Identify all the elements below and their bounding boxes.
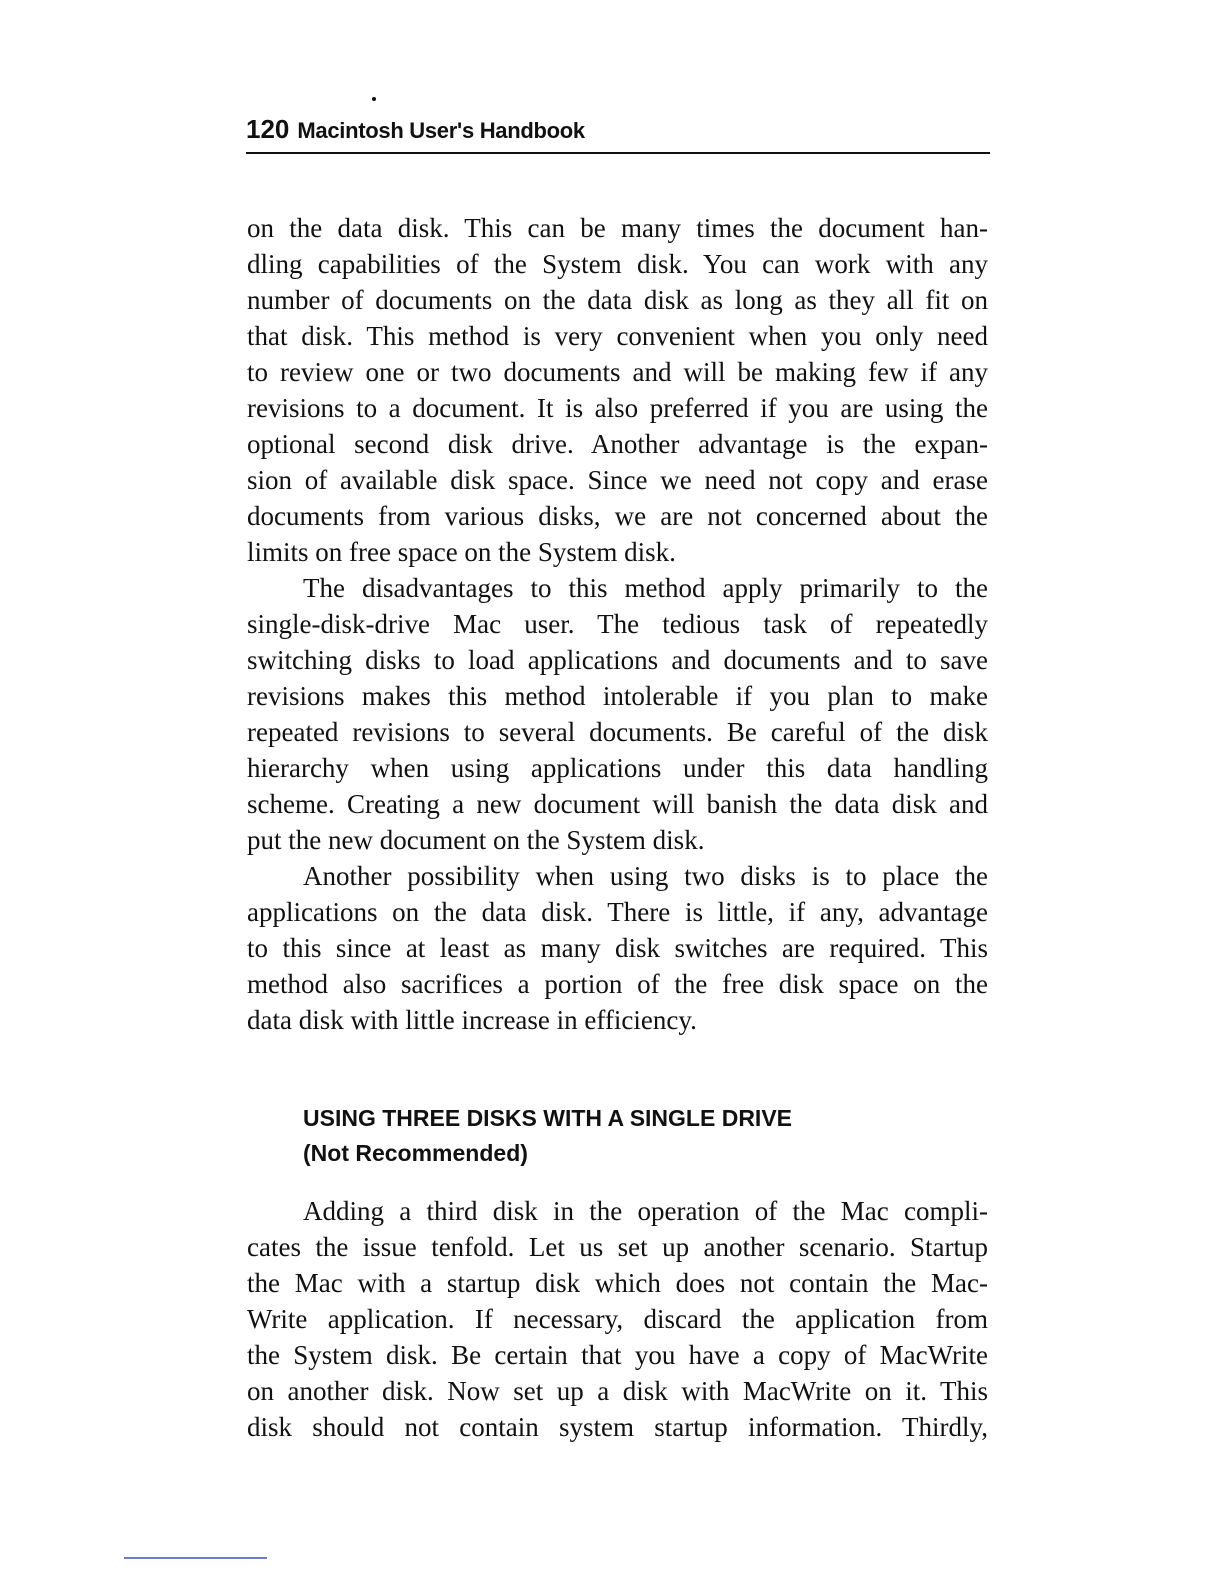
text-line: switching disks to load applications and documents and to save	[247, 645, 988, 675]
book-title: Macintosh User's Handbook	[297, 118, 585, 143]
text-line: to this since at least as many disk switches are required. This	[247, 933, 988, 963]
text-line: that disk. This method is very convenient when you only need	[247, 321, 988, 351]
text-line: on the data disk. This can be many times the document han-	[247, 213, 988, 243]
text-line: scheme. Creating a new document will banish the data disk and	[247, 789, 988, 819]
text-line: number of documents on the data disk as long as they all fit on	[247, 285, 988, 315]
section-heading	[303, 1101, 943, 1171]
text-line: Adding a third disk in the operation of the Mac compli-	[303, 1196, 988, 1226]
print-speck	[372, 97, 376, 101]
text-line: hierarchy when using applications under this data handling	[247, 753, 988, 783]
text-line: limits on free space on the System disk.	[247, 537, 676, 567]
text-line: Another possibility when using two disks is to place the	[303, 861, 988, 891]
text-line: optional second disk drive. Another advantage is the expan-	[247, 429, 988, 459]
text-line: put the new document on the System disk.	[247, 825, 705, 855]
text-line: the System disk. Be certain that you have a copy of MacWrite	[247, 1340, 988, 1370]
section-heading-subtitle: (Not Recommended)	[303, 1140, 528, 1166]
text-line: cates the issue tenfold. Let us set up another scenario. Startup	[247, 1232, 988, 1262]
text-line: on another disk. Now set up a disk with MacWrite on it. This	[247, 1376, 988, 1406]
text-line: applications on the data disk. There is little, if any, advantage	[247, 897, 988, 927]
page-number: 120	[246, 114, 290, 144]
text-line: to review one or two documents and will be making few if any	[247, 357, 988, 387]
body-text-block-2	[247, 1193, 988, 1445]
text-line: method also sacrifices a portion of the free disk space on the	[247, 969, 988, 999]
text-line: data disk with little increase in efficiency.	[247, 1005, 697, 1035]
text-line: documents from various disks, we are not concerned about the	[247, 501, 988, 531]
text-line: The disadvantages to this method apply primarily to the	[303, 573, 988, 603]
text-line: repeated revisions to several documents. Be careful of the disk	[247, 717, 988, 747]
running-header	[246, 114, 990, 154]
text-line: the Mac with a startup disk which does not contain the Mac-	[247, 1268, 988, 1298]
text-line: single-disk-drive Mac user. The tedious task of repeatedly	[247, 609, 988, 639]
body-text-block-1	[247, 210, 988, 1038]
footer-rule	[124, 1557, 267, 1559]
text-line: disk should not contain system startup information. Thirdly,	[247, 1412, 988, 1442]
text-line: dling capabilities of the System disk. You can work with any	[247, 249, 988, 279]
text-line: revisions makes this method intolerable if you plan to make	[247, 681, 988, 711]
section-heading-title: USING THREE DISKS WITH A SINGLE DRIVE	[303, 1105, 792, 1131]
text-line: revisions to a document. It is also preferred if you are using the	[247, 393, 988, 423]
text-line: sion of available disk space. Since we need not copy and erase	[247, 465, 988, 495]
text-line: Write application. If necessary, discard the application from	[247, 1304, 988, 1334]
